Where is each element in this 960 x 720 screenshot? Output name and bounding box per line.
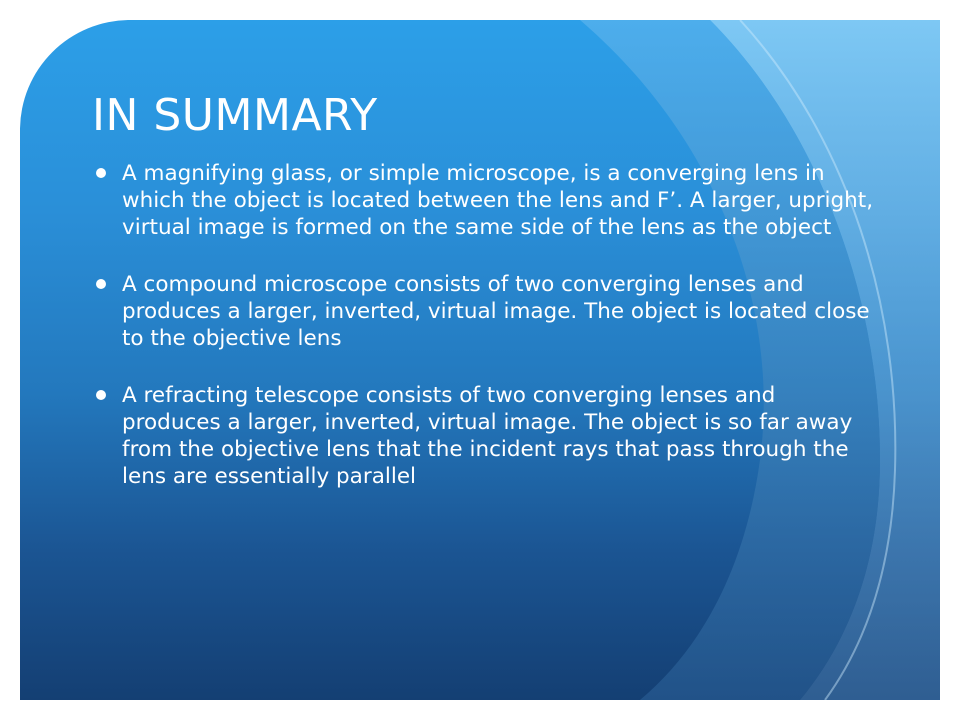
bullet-item bbox=[96, 382, 876, 490]
bullet-text: A compound microscope consists of two converging lenses and produces a larger, inverted, virtual image. The object is located close to the objective lens bbox=[122, 272, 870, 351]
bullet-item bbox=[96, 160, 876, 241]
bullet-text: A magnifying glass, or simple microscope, is a converging lens in which the object is located between the lens and F’. A larger, upright, virtual image is formed on the same side of the lens as the object bbox=[122, 161, 874, 240]
bullet-text: A refracting telescope consists of two converging lenses and produces a larger, inverted, virtual image. The object is so far away from the objective lens that the incident rays that pass through the lens are essentially parallel bbox=[122, 383, 853, 489]
bullet-dot-icon bbox=[96, 168, 106, 178]
bullet-item bbox=[96, 271, 876, 352]
slide bbox=[20, 20, 940, 700]
bullet-list bbox=[96, 160, 876, 520]
bullet-dot-icon bbox=[96, 279, 106, 289]
slide-title: IN SUMMARY bbox=[92, 90, 378, 141]
bullet-dot-icon bbox=[96, 390, 106, 400]
